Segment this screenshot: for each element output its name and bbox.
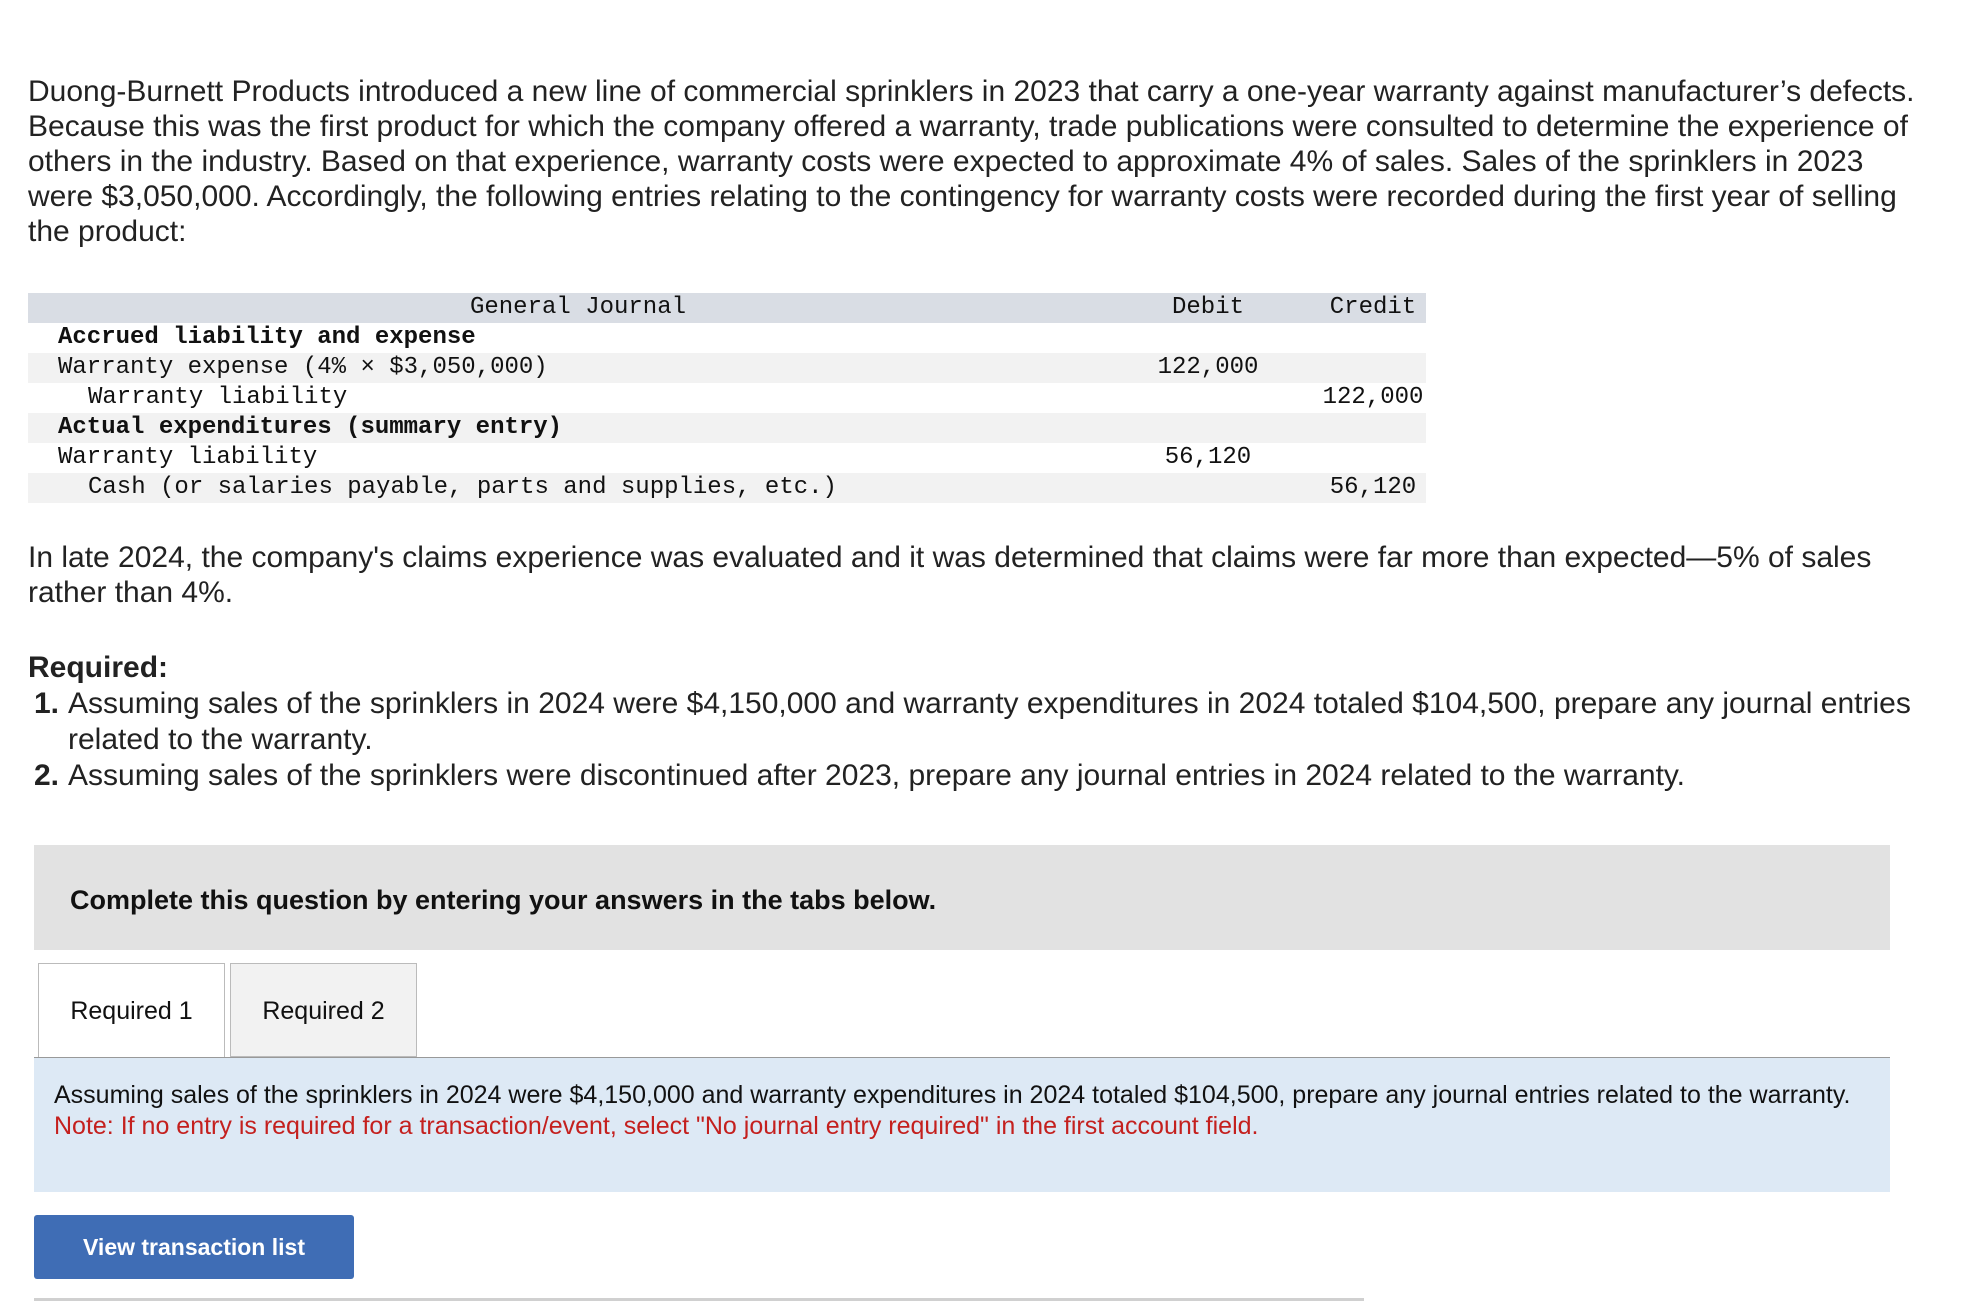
list-number: 2. <box>34 759 60 792</box>
journal-account: Cash (or salaries payable, parts and supplies, etc.) <box>88 474 837 501</box>
journal-section-label: Actual expenditures (summary entry) <box>58 414 563 441</box>
journal-debit-value: 56,120 <box>1164 444 1252 471</box>
debit-header: Debit <box>1171 294 1244 321</box>
list-item <box>30 686 1930 758</box>
general-journal-table <box>28 293 1426 503</box>
instruction-text: Assuming sales of the sprinklers in 2024 were $4,150,000 and warranty expenditures in 2024 totaled $104,500, prepare any journal entries related to the warranty. <box>54 1081 1851 1109</box>
list-text: Assuming sales of the sprinklers were discontinued after 2023, prepare any journal entries in 2024 related to the warranty. <box>68 759 1686 792</box>
complete-instructions-banner <box>34 845 1890 950</box>
journal-row <box>28 323 1426 353</box>
journal-title: General Journal <box>469 294 687 321</box>
tab-instructions-panel <box>34 1058 1890 1192</box>
tab-required-1[interactable]: Required 1 <box>38 963 225 1059</box>
tab-required-2[interactable]: Required 2 <box>230 963 417 1057</box>
journal-row <box>28 443 1426 473</box>
required-list <box>30 686 1930 794</box>
claims-evaluation-text: In late 2024, the company's claims experience was evaluated and it was determined that claims were far more than expected—5% of sales rather than 4%. <box>28 541 1872 609</box>
list-item <box>30 758 1930 794</box>
problem-intro: Duong-Burnett Products introduced a new line of commercial sprinklers in 2023 that carry a one-year warranty against manufacturer’s defects. Because this was the first product for which the company offered a warranty, trade publications were consulted to determine the experience of others in the industry. Based on that experience, warranty costs were expected to approximate 4% of sales. Sales of the sprinklers in 2023 were $3,050,000. Accordingly, the following entries relating to the contingency for warranty costs were recorded during the first year of selling the product: <box>28 75 1915 248</box>
journal-row <box>28 383 1426 413</box>
journal-account: Warranty expense (4% × $3,050,000) <box>58 354 548 381</box>
journal-row <box>28 353 1426 383</box>
journal-account: Warranty liability <box>88 384 348 411</box>
instructions <box>54 1080 1874 1142</box>
journal-row <box>28 473 1426 503</box>
journal-account: Warranty liability <box>58 444 318 471</box>
required-heading: Required: <box>28 651 169 684</box>
credit-header: Credit <box>1329 294 1417 321</box>
journal-credit-value: 122,000 <box>1322 384 1424 411</box>
banner-text: Complete this question by entering your answers in the tabs below. <box>70 885 937 915</box>
list-text: Assuming sales of the sprinklers in 2024 were $4,150,000 and warranty expenditures in 2024 totaled $104,500, prepare any journal entries related to the warranty. <box>68 687 1911 756</box>
list-number: 1. <box>34 687 60 720</box>
divider <box>34 1298 1364 1301</box>
view-transaction-list-button[interactable]: View transaction list <box>34 1215 354 1279</box>
instruction-note: Note: If no entry is required for a transaction/event, select "No journal entry required" in the first account field. <box>54 1112 1259 1140</box>
journal-header-row <box>28 293 1426 323</box>
journal-row <box>28 413 1426 443</box>
journal-debit-value: 122,000 <box>1157 354 1259 381</box>
journal-section-label: Accrued liability and expense <box>58 324 476 351</box>
journal-credit-value: 56,120 <box>1329 474 1417 501</box>
